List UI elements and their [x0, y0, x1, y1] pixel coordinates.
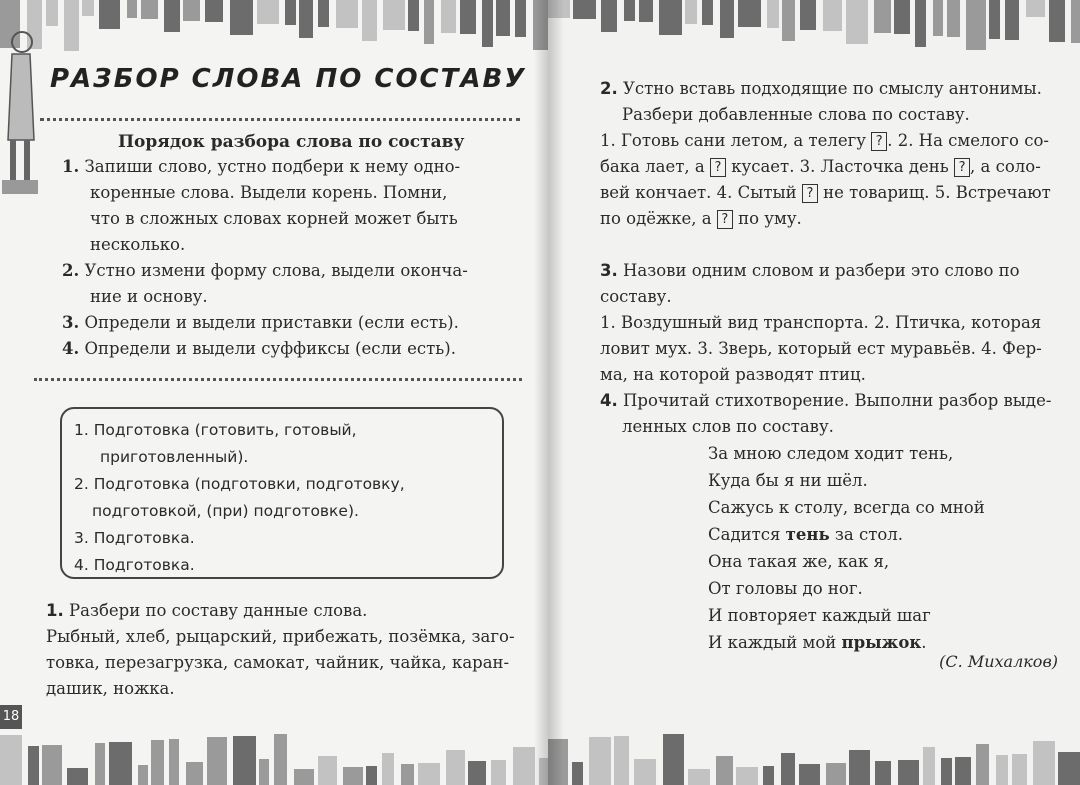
- girl-illustration: [0, 20, 40, 200]
- border-stripe: [823, 0, 842, 31]
- border-stripe: [736, 767, 758, 785]
- border-stripe: [336, 0, 358, 28]
- border-stripe: [923, 747, 935, 785]
- border-stripe: [64, 0, 79, 51]
- border-stripe: [299, 0, 313, 38]
- right-page: [548, 0, 1080, 785]
- task-1: 1. Разбери по составу данные слова. Рыбный, хлеб, рыцарский, прибежать, позёмка, заго- товка, перезагрузка, самокат, чайник, чайка, каран- дашик, ножка.: [46, 601, 515, 698]
- border-stripe: [183, 0, 200, 21]
- border-stripe: [408, 0, 419, 31]
- border-stripe: [82, 0, 94, 16]
- border-stripe: [230, 0, 253, 35]
- top-decorative-border: [0, 0, 548, 60]
- border-stripe: [513, 747, 535, 785]
- border-stripe: [875, 761, 891, 785]
- border-stripe: [572, 762, 583, 785]
- border-stripe: [826, 763, 846, 785]
- border-stripe: [976, 744, 989, 785]
- border-stripe: [1071, 0, 1080, 43]
- dotted-divider: [40, 118, 520, 121]
- border-stripe: [257, 0, 279, 24]
- border-stripe: [800, 0, 816, 30]
- border-stripe: [28, 746, 39, 785]
- example-box: [60, 407, 504, 579]
- border-stripe: [849, 750, 870, 785]
- border-stripe: [685, 0, 697, 24]
- example-line: 2. Подготовка (подготовки, подготовку,: [74, 475, 405, 493]
- border-stripe: [1049, 0, 1065, 42]
- step-4: 4. Определи и выдели суффиксы (если есть).: [62, 339, 456, 358]
- border-stripe: [1005, 0, 1019, 40]
- border-stripe: [496, 0, 510, 36]
- blank-box: ?: [802, 184, 818, 203]
- poem: За мною следом ходит тень, Куда бы я ни шёл. Сажусь к столу, всегда со мной Садится тень за стол. Она такая же, как я, От головы до ног. И повторяет каждый шаг И каждый мой прыжок.: [708, 444, 985, 652]
- border-stripe: [1012, 754, 1027, 785]
- border-stripe: [782, 0, 795, 41]
- border-stripe: [460, 0, 476, 34]
- border-stripe: [0, 735, 22, 785]
- blank-box: ?: [954, 158, 970, 177]
- section-subtitle: Порядок разбора слова по составу: [118, 132, 465, 152]
- step-2: 2. Устно измени форму слова, выдели оконча- ние и основу.: [62, 261, 468, 306]
- border-stripe: [614, 736, 629, 785]
- border-stripe: [294, 769, 314, 785]
- step-1: 1. Запиши слово, устно подбери к нему одно- коренные слова. Выдели корень. Помни, что в сложных словах корней может быть несколько.: [62, 157, 461, 254]
- top-decorative-border: [548, 0, 1080, 60]
- highlighted-word: прыжок: [841, 633, 922, 652]
- bottom-decorative-border: [548, 715, 1080, 785]
- border-stripe: [989, 0, 1000, 39]
- border-stripe: [383, 0, 405, 30]
- border-stripe: [418, 763, 440, 785]
- border-stripe: [362, 0, 377, 41]
- border-stripe: [127, 0, 137, 18]
- border-stripe: [702, 0, 713, 25]
- border-stripe: [1058, 752, 1080, 785]
- border-stripe: [491, 760, 506, 785]
- border-stripe: [186, 762, 203, 785]
- border-stripe: [781, 753, 795, 785]
- border-stripe: [1026, 0, 1045, 17]
- border-stripe: [996, 755, 1008, 785]
- border-stripe: [763, 766, 774, 785]
- border-stripe: [941, 758, 952, 785]
- task-3: 3. Назови одним словом и разбери это слово по составу. 1. Воздушный вид транспорта. 2. Птичка, которая ловит мух. 3. Зверь, который ест муравьёв. 4. Фер- ма, на которой разводят птиц.: [600, 261, 1042, 384]
- border-stripe: [548, 0, 570, 18]
- border-stripe: [205, 0, 223, 22]
- blank-box: ?: [717, 210, 733, 229]
- border-stripe: [589, 737, 611, 785]
- border-stripe: [274, 734, 287, 785]
- border-stripe: [947, 0, 960, 37]
- highlighted-word: тень: [785, 525, 830, 544]
- border-stripe: [401, 764, 414, 785]
- task-4: 4. Прочитай стихотворение. Выполни разбор выде- ленных слов по составу.: [600, 391, 1052, 436]
- border-stripe: [138, 765, 148, 785]
- border-stripe: [109, 742, 132, 785]
- border-stripe: [716, 756, 733, 785]
- step-3: 3. Определи и выдели приставки (если есть).: [62, 313, 459, 332]
- border-stripe: [688, 769, 710, 785]
- example-line: 3. Подготовка.: [74, 529, 195, 547]
- page-title: РАЗБОР СЛОВА ПО СОСТАВУ: [50, 64, 527, 94]
- border-stripe: [898, 760, 919, 785]
- example-line: приготовленный).: [100, 448, 249, 466]
- border-stripe: [1033, 741, 1055, 785]
- border-stripe: [624, 0, 635, 21]
- border-stripe: [573, 0, 596, 19]
- dotted-divider: [34, 378, 522, 381]
- border-stripe: [151, 740, 164, 785]
- border-stripe: [634, 759, 656, 785]
- border-stripe: [894, 0, 910, 34]
- border-stripe: [259, 759, 269, 785]
- border-stripe: [720, 0, 734, 38]
- border-stripe: [738, 0, 761, 27]
- border-stripe: [46, 0, 58, 26]
- border-stripe: [67, 768, 88, 785]
- border-stripe: [966, 0, 986, 50]
- example-line: подготовкой, (при) подготовке).: [92, 502, 359, 520]
- border-stripe: [169, 739, 179, 785]
- border-stripe: [533, 0, 548, 50]
- bottom-decorative-border: [0, 715, 548, 785]
- border-stripe: [382, 753, 394, 785]
- border-stripe: [99, 0, 120, 29]
- border-stripe: [515, 0, 526, 37]
- border-stripe: [639, 0, 653, 22]
- border-stripe: [659, 0, 682, 35]
- border-stripe: [318, 0, 329, 27]
- poem-author: (С. Михалков): [939, 652, 1058, 671]
- border-stripe: [539, 758, 548, 785]
- border-stripe: [933, 0, 943, 36]
- border-stripe: [874, 0, 891, 33]
- border-stripe: [601, 0, 617, 32]
- border-stripe: [482, 0, 493, 47]
- border-stripe: [42, 745, 62, 785]
- border-stripe: [846, 0, 868, 44]
- border-stripe: [343, 767, 363, 785]
- border-stripe: [955, 757, 971, 785]
- border-stripe: [663, 734, 684, 785]
- border-stripe: [424, 0, 434, 44]
- border-stripe: [915, 0, 926, 47]
- task-2: 2. Устно вставь подходящие по смыслу антонимы. Разбери добавленные слова по составу. 1. Готовь сани летом, а телегу ? . 2. На смелого со- бака лает, а ? кусает. 3. Ласточка день ? , а соло- вей кончает. 4. Сытый ? не товарищ. 5. Встречают по одёжке, а ? по уму.: [600, 79, 1051, 228]
- border-stripe: [446, 750, 465, 785]
- border-stripe: [285, 0, 296, 25]
- border-stripe: [233, 736, 256, 785]
- example-line: 1. Подготовка (готовить, готовый,: [74, 421, 357, 439]
- border-stripe: [318, 756, 337, 785]
- border-stripe: [366, 766, 377, 785]
- example-line: 4. Подготовка.: [74, 556, 195, 574]
- border-stripe: [468, 761, 486, 785]
- border-stripe: [767, 0, 779, 28]
- blank-box: ?: [710, 158, 726, 177]
- border-stripe: [548, 739, 568, 785]
- page-number: 18: [0, 705, 22, 729]
- border-stripe: [141, 0, 158, 19]
- border-stripe: [441, 0, 456, 33]
- steps-list: [62, 154, 522, 362]
- border-stripe: [95, 743, 105, 785]
- border-stripe: [799, 764, 820, 785]
- border-stripe: [207, 737, 227, 785]
- border-stripe: [164, 0, 180, 32]
- blank-box: ?: [871, 132, 887, 151]
